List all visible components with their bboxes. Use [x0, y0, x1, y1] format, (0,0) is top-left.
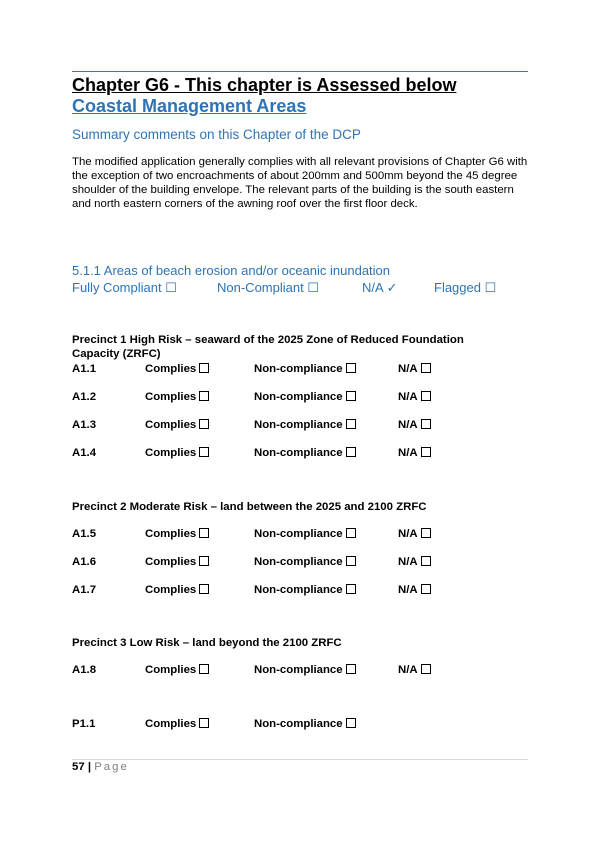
checkbox-icon [421, 584, 431, 594]
precinct-heading: Precinct 1 High Risk – seaward of the 2025 Zone of Reduced Foundation Capacity (ZRFC) [72, 334, 464, 360]
checkbox-icon [199, 556, 209, 566]
row-id: A1.3 [72, 419, 97, 431]
na-checkbox[interactable] [398, 447, 431, 459]
row-id: A1.2 [72, 391, 97, 403]
checkbox-icon [199, 391, 209, 401]
checkbox-icon [346, 363, 356, 373]
chapter-title: Chapter G6 - This chapter is Assessed below [72, 75, 457, 95]
non-compliance-label: Non-compliance [254, 528, 343, 540]
na-label: N/A [398, 447, 418, 459]
row-id: A1.5 [72, 528, 97, 540]
checkbox-icon [199, 664, 209, 674]
complies-label: Complies [145, 584, 197, 596]
footer-separator: | [87, 761, 92, 773]
na-checkbox[interactable] [398, 363, 431, 375]
row-id: P1.1 [72, 718, 96, 730]
na-checkbox[interactable] [398, 584, 431, 596]
checkbox-icon [421, 391, 431, 401]
page-number: 57 [72, 761, 85, 773]
page-footer [72, 761, 129, 773]
complies-checkbox[interactable] [145, 584, 209, 596]
checkbox-icon [421, 363, 431, 373]
complies-label: Complies [145, 664, 197, 676]
na-checkbox[interactable] [398, 419, 431, 431]
option-fully-compliant[interactable]: Fully Compliant ☐ [72, 280, 177, 295]
complies-label: Complies [145, 556, 197, 568]
checkbox-icon [421, 664, 431, 674]
non-compliance-checkbox[interactable] [254, 664, 356, 676]
non-compliance-checkbox[interactable] [254, 363, 356, 375]
row-id: A1.4 [72, 447, 97, 459]
checkbox-icon [421, 556, 431, 566]
complies-checkbox[interactable] [145, 391, 209, 403]
checkbox-icon [199, 363, 209, 373]
na-checkbox[interactable] [398, 664, 431, 676]
precinct-heading: Precinct 2 Moderate Risk – land between the 2025 and 2100 ZRFC [72, 501, 427, 513]
non-compliance-label: Non-compliance [254, 556, 343, 568]
non-compliance-label: Non-compliance [254, 419, 343, 431]
checkbox-icon [199, 718, 209, 728]
checkbox-icon [421, 419, 431, 429]
non-compliance-checkbox[interactable] [254, 391, 356, 403]
non-compliance-label: Non-compliance [254, 584, 343, 596]
summary-heading: Summary comments on this Chapter of the DCP [72, 127, 361, 142]
summary-body: The modified application generally complies with all relevant provisions of Chapter G6 with the exception of two encroachments of about 200mm and 500mm beyond the 45 degree shoulder of the building envelope. The relevant parts of the building is the south eastern and north eastern corners of the awning roof over the first floor deck. [72, 156, 528, 210]
row-id: A1.7 [72, 584, 97, 596]
non-compliance-checkbox[interactable] [254, 718, 356, 730]
option-non-compliant[interactable]: Non-Compliant ☐ [217, 280, 319, 295]
na-checkbox[interactable] [398, 556, 431, 568]
na-label: N/A [398, 363, 418, 375]
checkbox-icon [346, 419, 356, 429]
checkbox-icon [346, 391, 356, 401]
non-compliance-label: Non-compliance [254, 718, 343, 730]
header-rule [72, 71, 528, 72]
na-label: N/A [398, 419, 418, 431]
na-label: N/A [398, 584, 418, 596]
non-compliance-checkbox[interactable] [254, 419, 356, 431]
complies-label: Complies [145, 391, 197, 403]
section-heading: 5.1.1 Areas of beach erosion and/or oceanic inundation [72, 263, 391, 278]
row-id: A1.8 [72, 664, 97, 676]
complies-checkbox[interactable] [145, 718, 209, 730]
row-id: A1.6 [72, 556, 97, 568]
checkbox-icon [421, 447, 431, 457]
precinct-heading: Precinct 3 Low Risk – land beyond the 2100 ZRFC [72, 637, 342, 649]
complies-checkbox[interactable] [145, 447, 209, 459]
na-label: N/A [398, 556, 418, 568]
na-checkbox[interactable] [398, 528, 431, 540]
complies-label: Complies [145, 528, 197, 540]
checkbox-icon [199, 419, 209, 429]
non-compliance-checkbox[interactable] [254, 584, 356, 596]
non-compliance-label: Non-compliance [254, 363, 343, 375]
checkbox-icon [346, 528, 356, 538]
complies-checkbox[interactable] [145, 664, 209, 676]
non-compliance-label: Non-compliance [254, 447, 343, 459]
complies-checkbox[interactable] [145, 419, 209, 431]
checkbox-icon [199, 447, 209, 457]
checkbox-icon [346, 718, 356, 728]
complies-label: Complies [145, 419, 197, 431]
non-compliance-label: Non-compliance [254, 391, 343, 403]
checkbox-icon [346, 556, 356, 566]
non-compliance-checkbox[interactable] [254, 556, 356, 568]
na-label: N/A [398, 391, 418, 403]
checkbox-icon [199, 528, 209, 538]
complies-checkbox[interactable] [145, 556, 209, 568]
complies-label: Complies [145, 718, 197, 730]
na-checkbox[interactable] [398, 391, 431, 403]
checkbox-icon [346, 664, 356, 674]
complies-checkbox[interactable] [145, 528, 209, 540]
complies-label: Complies [145, 447, 197, 459]
option-flagged[interactable]: Flagged ☐ [434, 280, 497, 295]
non-compliance-checkbox[interactable] [254, 528, 356, 540]
na-label: N/A [398, 664, 418, 676]
checkbox-icon [346, 447, 356, 457]
checkbox-icon [199, 584, 209, 594]
complies-label: Complies [145, 363, 197, 375]
complies-checkbox[interactable] [145, 363, 209, 375]
checkbox-icon [421, 528, 431, 538]
page-word: Page [94, 761, 129, 773]
footer-rule [72, 759, 528, 760]
chapter-subtitle-link[interactable]: Coastal Management Areas [72, 96, 307, 116]
option-na[interactable]: N/A ✓ [362, 280, 398, 295]
na-label: N/A [398, 528, 418, 540]
checkbox-icon [346, 584, 356, 594]
non-compliance-checkbox[interactable] [254, 447, 356, 459]
row-id: A1.1 [72, 363, 97, 375]
non-compliance-label: Non-compliance [254, 664, 343, 676]
